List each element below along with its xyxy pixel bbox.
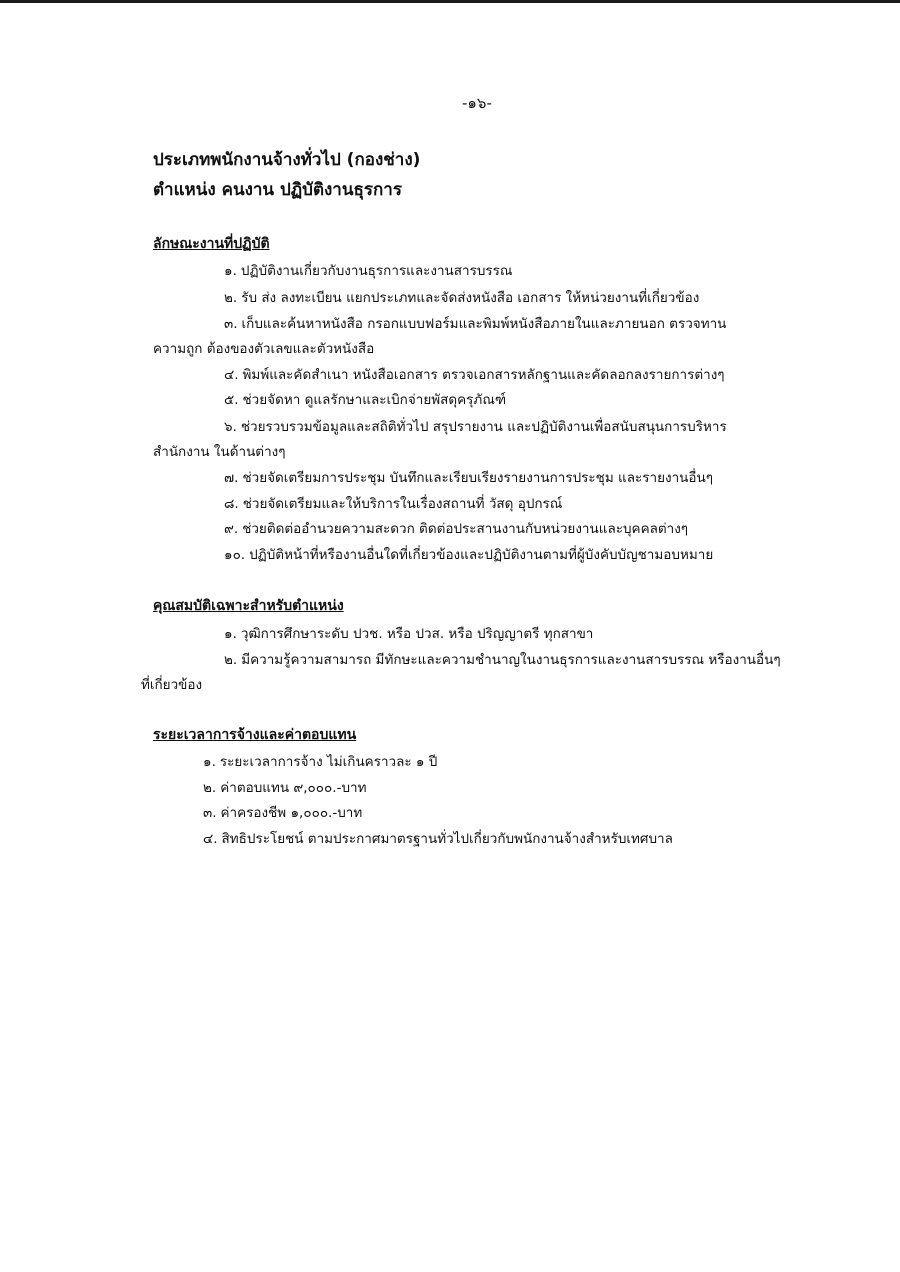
document-title-line2: ตำแหน่ง คนงาน ปฏิบัติงานธุรการ — [153, 180, 402, 200]
scan-edge — [0, 0, 900, 3]
duty-item-number: ๑. — [224, 263, 237, 279]
duty-item-number: ๙. — [224, 521, 239, 537]
qualification-item — [224, 648, 781, 670]
employment-item-number: ๒. — [203, 780, 217, 796]
duty-item — [224, 286, 699, 308]
page-number: -๑๖- — [462, 94, 492, 112]
duty-item — [224, 312, 726, 334]
duty-item — [224, 492, 562, 514]
duty-item — [224, 259, 512, 281]
duty-item-text: ช่วยจัดเตรียมการประชุม บันทึกและเรียบเรียงรายงานการประชุม และรายงานอื่นๆ — [242, 470, 713, 486]
qualification-item-continuation: ที่เกี่ยวข้อง — [141, 677, 203, 693]
employment-item — [203, 801, 362, 823]
employment-item-number: ๑. — [203, 754, 216, 770]
duty-item-number: ๑๐. — [224, 547, 246, 563]
duty-item — [224, 466, 713, 488]
employment-heading: ระยะเวลาการจ้างและค่าตอบแทน — [153, 727, 357, 743]
duty-item-text: ช่วยรวบรวมข้อมูลและสถิติทั่วไป สรุปรายงาน และปฏิบัติงานเพื่อสนับสนุนการบริหาร — [240, 419, 727, 435]
duty-item-number: ๕. — [224, 392, 239, 408]
qualifications-heading: คุณสมบัติเฉพาะสำหรับตำแหน่ง — [153, 598, 344, 614]
qualification-item-text: วุฒิการศึกษาระดับ ปวช. หรือ ปวส. หรือ ปริญญาตรี ทุกสาขา — [240, 626, 594, 642]
duty-item-text: ช่วยจัดหา ดูแลรักษาและเบิกจ่ายพัสดุครุภัณฑ์ — [242, 392, 507, 408]
qualification-item — [224, 622, 593, 644]
duty-item-text: รับ ส่ง ลงทะเบียน แยกประเภทและจัดส่งหนังสือ เอกสาร ให้หน่วยงานที่เกี่ยวข้อง — [241, 290, 700, 306]
qualification-item-text: มีความรู้ความสามารถ มีทักษะและความชำนาญในงานธุรการและงานสารบรรณ หรืองานอื่นๆ — [241, 652, 781, 668]
document-title-line1: ประเภทพนักงานจ้างทั่วไป (กองช่าง) — [153, 150, 421, 170]
duty-item-number: ๗. — [224, 470, 239, 486]
qualification-item-number: ๒. — [224, 652, 238, 668]
duty-item-continuation: สำนักงาน ในด้านต่างๆ — [153, 444, 286, 460]
duty-item-text: ปฏิบัติงานเกี่ยวกับงานธุรการและงานสารบรรณ — [240, 263, 513, 279]
employment-item — [203, 776, 367, 798]
duty-item-number: ๖. — [224, 419, 237, 435]
duty-item-text: ช่วยติดต่ออำนวยความสะดวก ติดต่อประสานงานกับหน่วยงานและบุคคลต่างๆ — [242, 521, 689, 537]
duty-item-number: ๓. — [224, 316, 238, 332]
employment-item-text: ค่าครองชีพ ๑,๐๐๐.-บาท — [220, 805, 363, 821]
duty-item-continuation: ความถูก ต้องของตัวเลขและตัวหนังสือ — [153, 341, 375, 357]
qualification-item-number: ๑. — [224, 626, 237, 642]
duty-item-text: ช่วยจัดเตรียมและให้บริการในเรื่องสถานที่ วัสดุ อุปกรณ์ — [242, 496, 563, 512]
duty-item — [224, 388, 506, 410]
duty-item — [224, 543, 713, 565]
employment-item-text: ค่าตอบแทน ๙,๐๐๐.-บาท — [220, 780, 367, 796]
duty-item-number: ๒. — [224, 290, 238, 306]
employment-item-text: ระยะเวลาการจ้าง ไม่เกินคราวละ ๑ ปี — [219, 754, 438, 770]
employment-item-number: ๓. — [203, 805, 217, 821]
duty-item — [224, 415, 727, 437]
employment-item-text: สิทธิประโยชน์ ตามประกาศมาตรฐานทั่วไปเกี่ยวกับพนักงานจ้างสำหรับเทศบาล — [221, 831, 673, 847]
duty-item-text: พิมพ์และคัดสำเนา หนังสือเอกสาร ตรวจเอกสารหลักฐานและคัดลอกลงรายการต่างๆ — [242, 367, 725, 383]
employment-item — [203, 827, 673, 849]
duty-item-text: เก็บและค้นหาหนังสือ กรอกแบบฟอร์มและพิมพ์หนังสือภายในและภายนอก ตรวจทาน — [241, 316, 727, 332]
employment-item — [203, 750, 437, 772]
duty-item-text: ปฏิบัติหน้าที่หรืองานอื่นใดที่เกี่ยวข้องและปฏิบัติงานตามที่ผู้บังคับบัญชามอบหมาย — [249, 547, 714, 563]
duty-item — [224, 517, 688, 539]
duty-item-number: ๔. — [224, 367, 239, 383]
duty-item-number: ๘. — [224, 496, 239, 512]
duties-heading: ลักษณะงานที่ปฏิบัติ — [153, 236, 270, 252]
employment-item-number: ๔. — [203, 831, 218, 847]
duty-item — [224, 363, 725, 385]
